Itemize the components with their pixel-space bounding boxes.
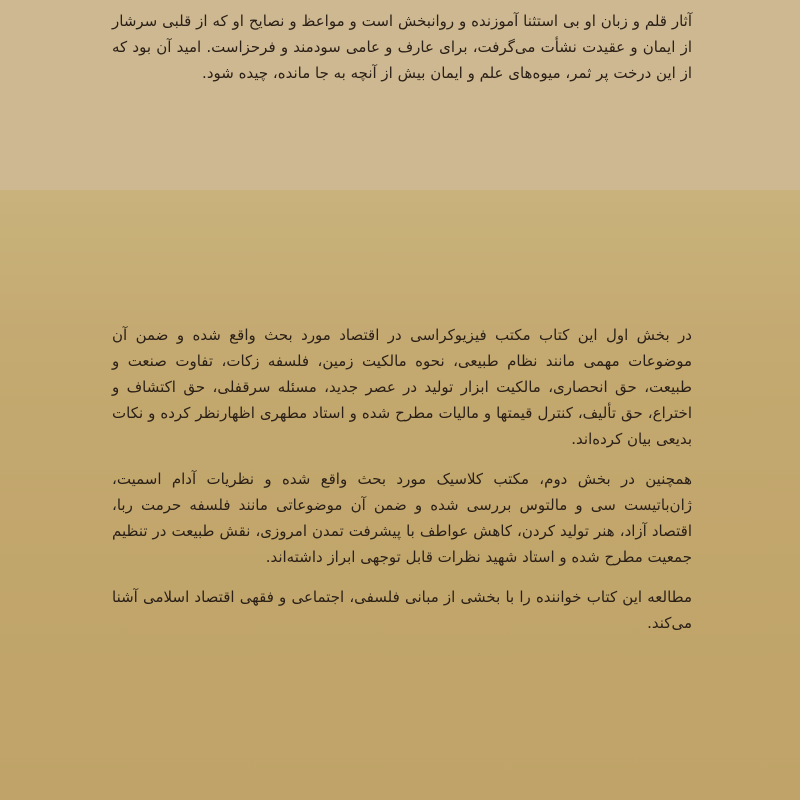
main-paragraph-2: همچنین در بخش دوم، مکتب کلاسیک مورد بحث واقع شده و نظریات آدام اسمیت، ژان‌باتیست سی و مالتوس بررسی شده و ضمن آن موضوعاتی مانند فلسفه حرمت ربا، اقتصاد آزاد، هنر تولید کردن، کاهش عواطف با پیشرفت تمدن امروزی، نقش طبیعت در تنظیم جمعیت مطرح شده و استاد شهید نظرات قابل توجهی ابراز داشته‌اند. — [112, 470, 692, 566]
main-paragraph-3: مطالعه این کتاب خواننده را با بخشی از مبانی فلسفی، اجتماعی و فقهی اقتصاد اسلامی آشنا می‌کند. — [112, 588, 692, 632]
main-text-section — [112, 322, 692, 636]
top-text-section — [112, 8, 692, 86]
main-paragraph-1: در بخش اول این کتاب مکتب فیزیوکراسی در اقتصاد مورد بحث واقع شده و ضمن آن موضوعات مهمی مانند نظام طبیعی، نحوه مالکیت زمین، فلسفه زکات، تفاوت صنعت و طبیعت، حق انحصاری، مالکیت ابزار تولید در عصر جدید، مسئله سرقفلی، حق اکتشاف و اختراع، حق تألیف، کنترل قیمتها و مالیات مطرح شده و استاد مطهری اظهارنظر کرده و نکات بدیعی بیان کرده‌اند. — [112, 326, 692, 448]
top-paragraph: آثار قلم و زبان او بی استثنا آموزنده و روانبخش است و مواعظ و نصایح او که از قلبی سرشار از ایمان و عقیدت نشأت می‌گرفت، برای عارف و عامی سودمند و فرحزاست. امید آن بود که از این درخت پر ثمر، میوه‌های علم و ایمان بیش از آنچه به جا مانده، چیده شود. — [112, 12, 692, 82]
